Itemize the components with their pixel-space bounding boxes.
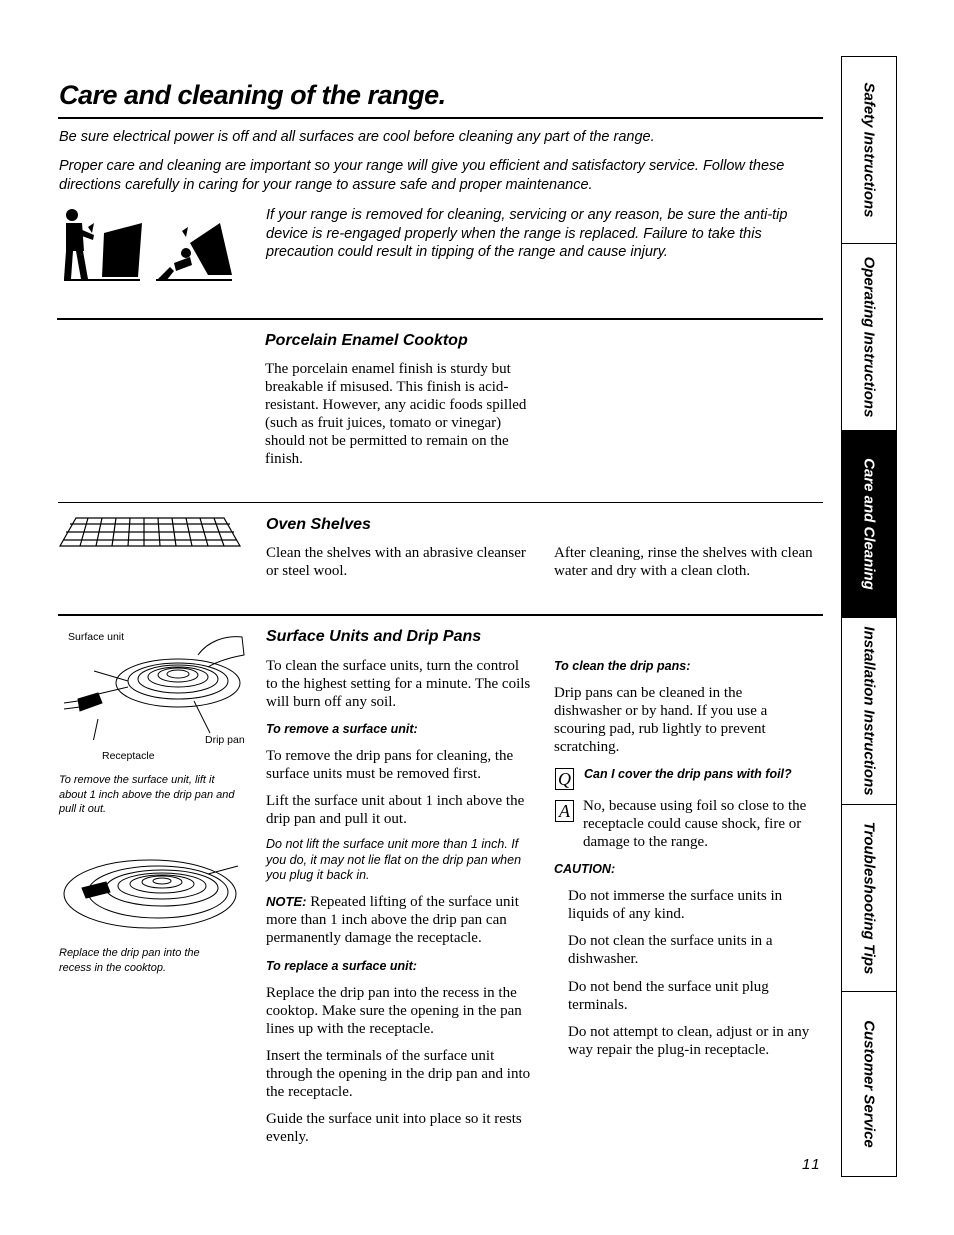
foil-question: Can I cover the drip pans with foil? <box>584 767 792 781</box>
note-label: NOTE: <box>266 894 307 909</box>
clean-pans-text: Drip pans can be cleaned in the dishwasher or by hand. If you use a scouring pad, rub lightly to prevent scratching. <box>554 685 768 755</box>
section-sidebar <box>841 56 897 1177</box>
porcelain-heading: Porcelain Enamel Cooktop <box>265 332 468 349</box>
intro-power-off: Be sure electrical power is off and all surfaces are cool before cleaning any part of the range. <box>59 129 655 145</box>
label-receptacle: Receptacle <box>102 750 155 762</box>
drip-pan-replace-illustration <box>58 852 242 934</box>
replace-unit-p2: Insert the terminals of the surface unit through the opening in the drip pan and into the receptacle. <box>266 1048 531 1100</box>
oven-shelf-illustration <box>58 514 242 550</box>
caution-item: Do not immerse the surface units in liquids of any kind. <box>568 888 783 922</box>
tab-troubleshooting-tips[interactable] <box>842 805 896 992</box>
tab-label: Installation Instructions <box>860 626 878 796</box>
anti-tip-warning-illustration <box>58 205 238 285</box>
title-rule <box>58 117 823 119</box>
section-rule-shelves <box>58 502 823 503</box>
shelves-text-left: Clean the shelves with an abrasive cleanser or steel wool. <box>266 545 526 579</box>
caption-remove-unit: To remove the surface unit, lift it about 1 inch above the drip pan and pull it out. <box>59 774 235 815</box>
replace-unit-heading: To replace a surface unit: <box>266 959 417 973</box>
tab-label: Customer Service <box>860 1020 878 1148</box>
foil-answer: No, because using foil so close to the receptacle could cause shock, fire or damage to the range. <box>583 798 807 850</box>
caption-replace-pan: Replace the drip pan into the recess in the cooktop. <box>59 947 200 974</box>
shelves-heading: Oven Shelves <box>266 516 371 533</box>
remove-unit-warning: Do not lift the surface unit more than 1 inch. If you do, it may not lie flat on the drip pan when you plug it back in. <box>266 837 522 882</box>
caution-heading: CAUTION: <box>554 862 616 876</box>
tab-operating-instructions[interactable] <box>842 244 896 431</box>
page-number: 11 <box>802 1156 822 1173</box>
note-text: Repeated lifting of the surface unit more than 1 inch above the drip pan can permanently damage the receptacle. <box>266 894 519 946</box>
clean-pans-heading: To clean the drip pans: <box>554 659 691 673</box>
tab-label: Care and Cleaning <box>860 458 878 590</box>
tab-label: Operating Instructions <box>860 256 878 418</box>
label-surface-unit: Surface unit <box>68 631 125 643</box>
intro-proper-care: Proper care and cleaning are important so your range will give you efficient and satisfactory service. Follow these directions carefully in caring for your range to assure safe and proper maintenance. <box>59 158 785 193</box>
replace-unit-p3: Guide the surface unit into place so it rests evenly. <box>266 1111 522 1145</box>
tab-installation-instructions[interactable] <box>842 618 896 805</box>
label-drip-pan: Drip pan <box>205 734 245 746</box>
replace-unit-p1: Replace the drip pan into the recess in the cooktop. Make sure the opening in the pan lines up with the receptacle. <box>266 985 522 1037</box>
question-icon: Q <box>555 768 574 790</box>
tab-safety-instructions[interactable] <box>842 57 896 244</box>
answer-icon: A <box>555 800 574 822</box>
caution-item: Do not attempt to clean, adjust or in any way repair the plug-in receptacle. <box>568 1024 810 1058</box>
tab-label: Safety Instructions <box>860 82 878 218</box>
remove-unit-heading: To remove a surface unit: <box>266 722 418 736</box>
surface-intro: To clean the surface units, turn the control to the highest setting for a minute. The coils will burn off any soil. <box>266 658 531 710</box>
anti-tip-warning-text: If your range is removed for cleaning, servicing or any reason, be sure the anti-tip device is re-engaged properly when the range is replaced. Failure to take this precaution could result in tipping of the range and cause injury. <box>266 207 788 260</box>
section-rule-porcelain <box>57 318 823 320</box>
porcelain-text: The porcelain enamel finish is sturdy but breakable if misused. This finish is acid-resistant. However, any acidic foods spilled (such as fruit juices, tomato or vinegar) should not be permitted to remain on the finish. <box>265 361 527 467</box>
surface-note <box>266 893 534 947</box>
tab-label: Troubleshooting Tips <box>860 821 878 975</box>
caution-item: Do not clean the surface units in a dishwasher. <box>568 933 773 967</box>
remove-unit-p1: To remove the drip pans for cleaning, the surface units must be removed first. <box>266 748 514 782</box>
tab-care-and-cleaning[interactable] <box>842 431 896 618</box>
caution-item: Do not bend the surface unit plug terminals. <box>568 979 769 1013</box>
section-rule-surface <box>58 614 823 616</box>
tab-customer-service[interactable] <box>842 992 896 1176</box>
surface-heading: Surface Units and Drip Pans <box>266 628 482 645</box>
remove-unit-p2: Lift the surface unit about 1 inch above the drip pan and pull it out. <box>266 793 525 827</box>
shelves-text-right: After cleaning, rinse the shelves with clean water and dry with a clean cloth. <box>554 545 813 579</box>
page-title: Care and cleaning of the range. <box>59 80 446 110</box>
